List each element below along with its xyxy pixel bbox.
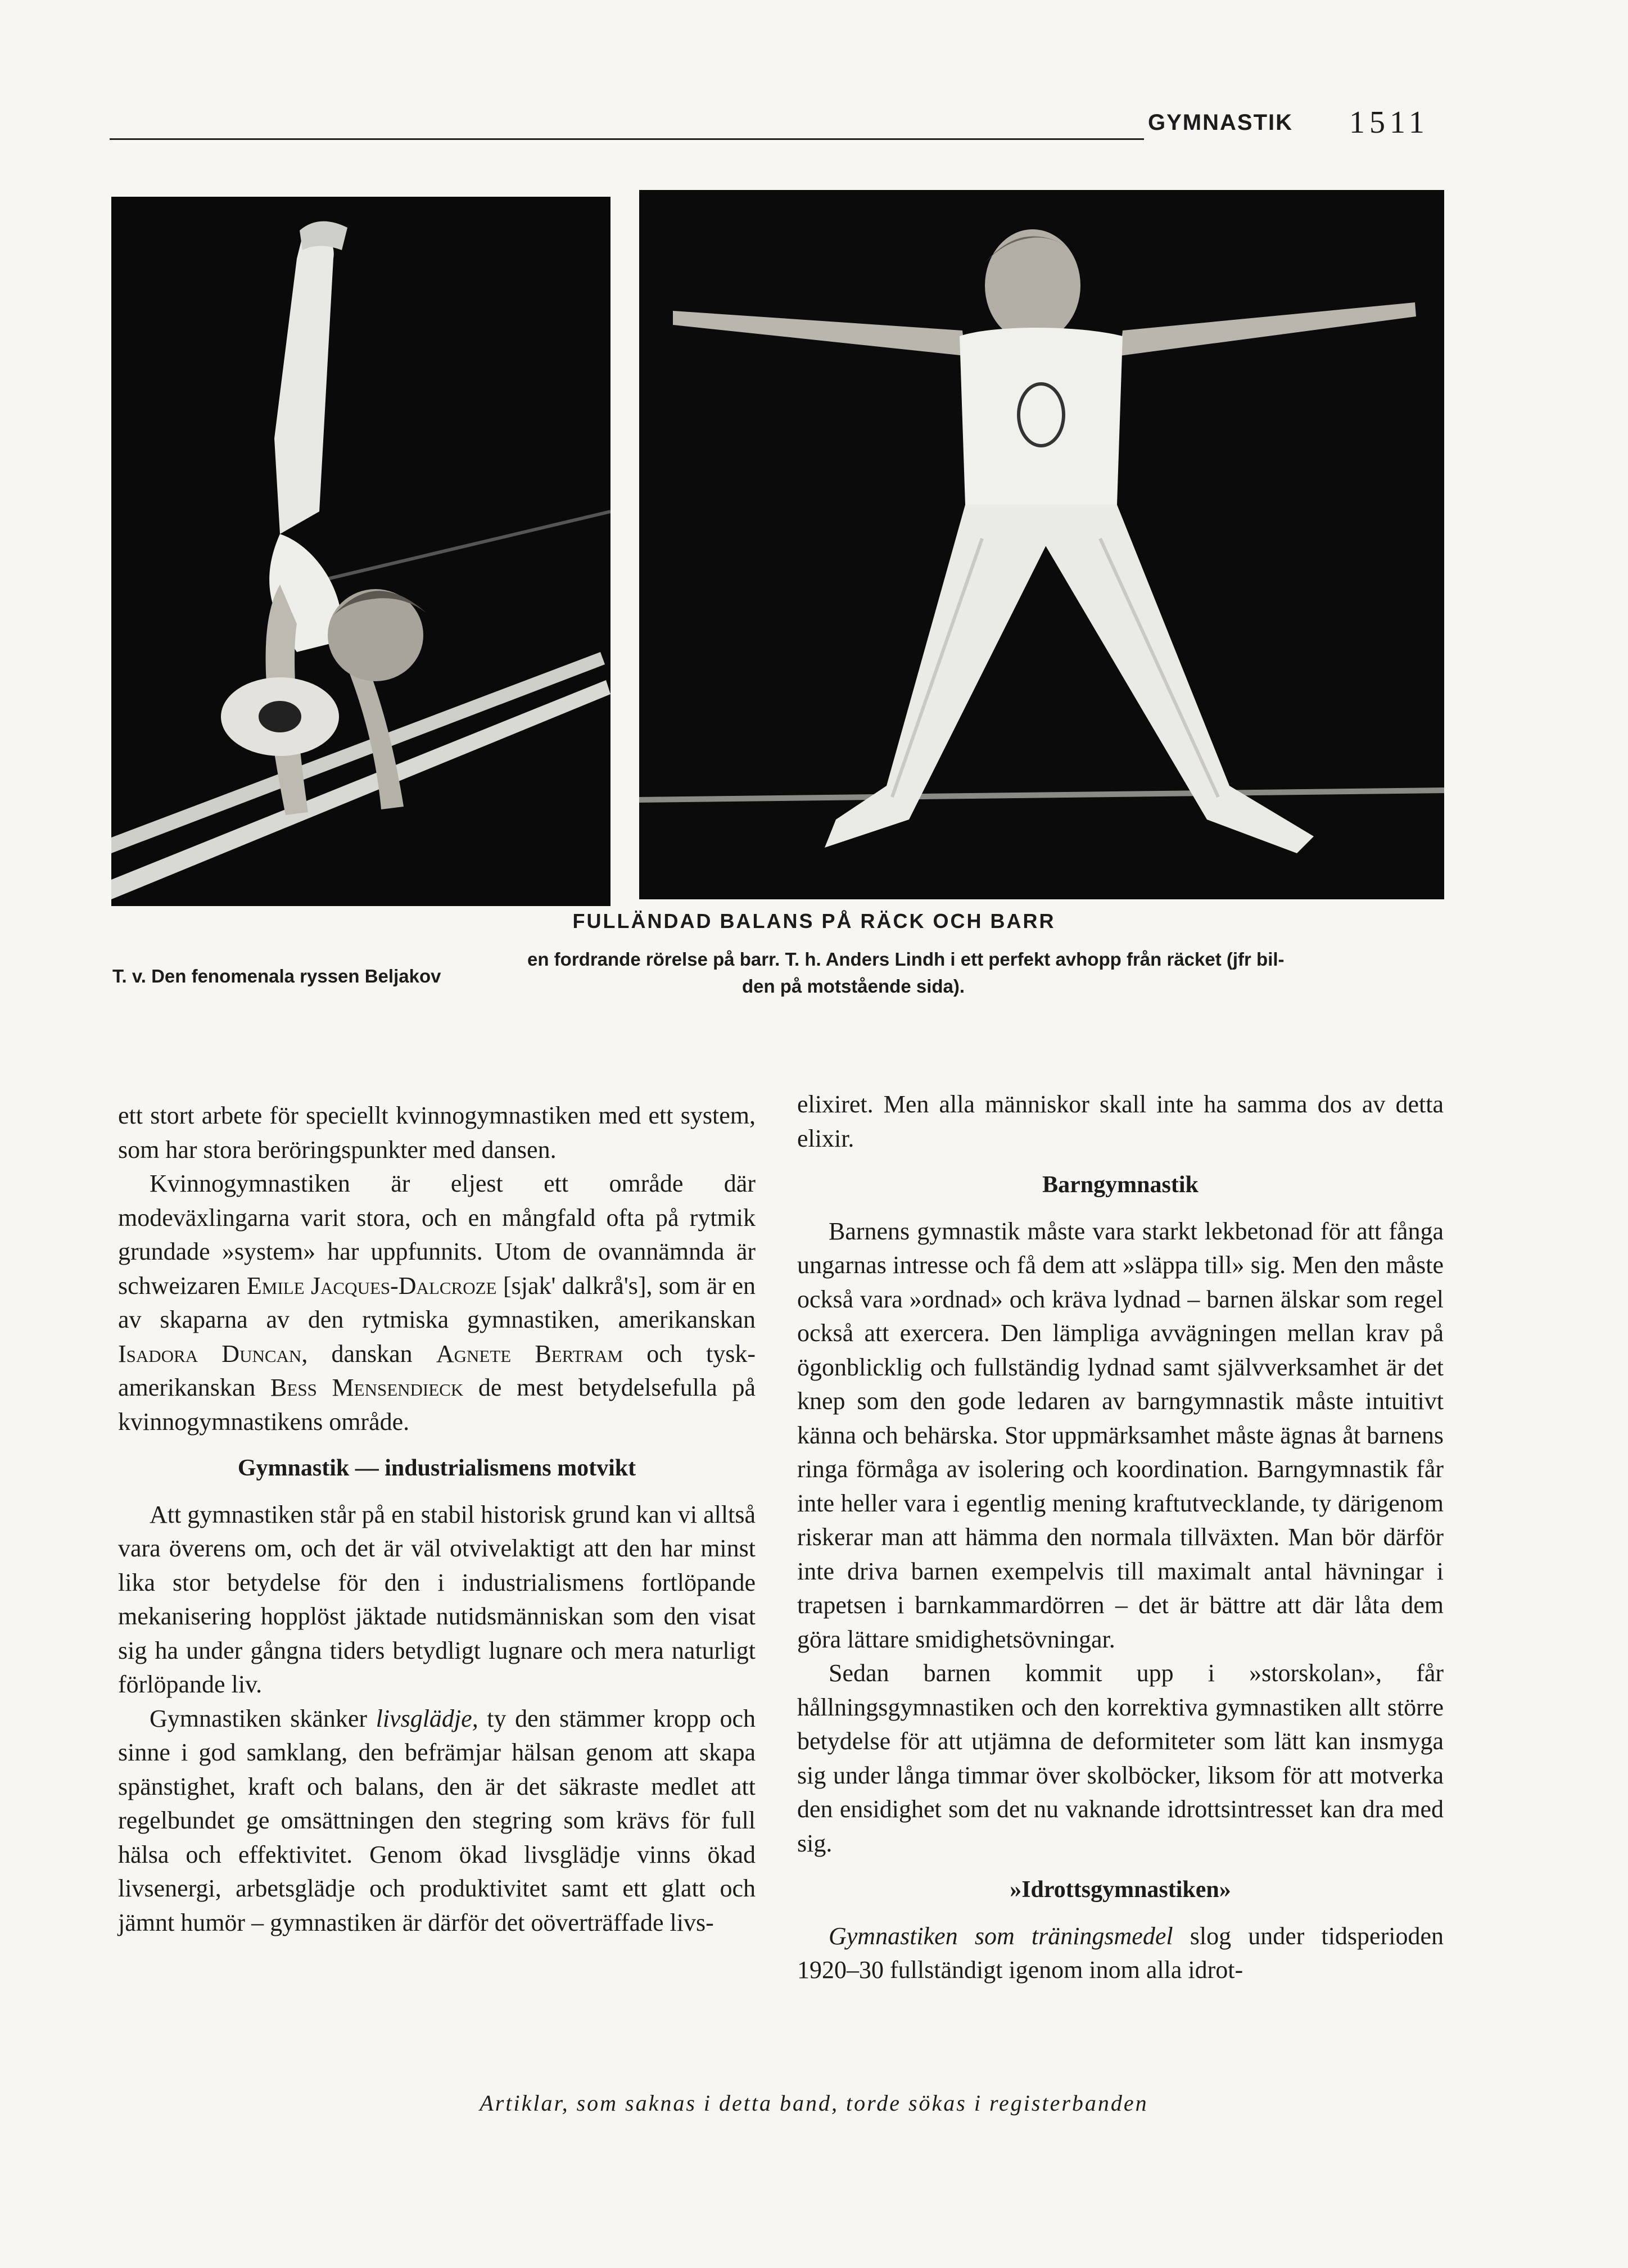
- section-heading-idrottsgymnastiken: »Idrottsgymnastiken»: [1010, 1877, 1231, 1903]
- right-paragraph-4: Gymnastiken som träningsmedel slog under tidsperioden 1920–30 fullständigt igenom inom alla idrot-: [797, 1922, 1444, 1984]
- name-duncan: Isadora Duncan: [118, 1339, 302, 1368]
- photo-beljakov-parallel-bars: [111, 197, 610, 906]
- caption-line1-right: en fordrande rörelse på barr. T. h. Anders Lindh i ett perfekt avhopp från räcket (jfr bil-: [527, 949, 1285, 970]
- right-paragraph-2: Barnens gymnastik måste vara starkt lekbetonad för att fånga ungarnas intresse och få dem att »släppa till» sig. Men den måste också vara »ordnad» och kräva lydnad – barnen älskar som regel också att exercera. Den lämpliga avvägningen mellan krav på ögonblicklig och fullständig lydnad samt självverksamhet är det knep som den gode ledaren av barngymnastik måste intuitivt känna och behärska. Stor uppmärksamhet måste ägnas åt barnens ringa förmåga av isolering och koordination. Barngymnastik får inte heller vara i egentlig mening kraftutvecklande, ty därigenom riskerar man att hämma den normala tillväxten. Man bör därför inte driva barnen exempelvis till maximalt antal hävningar i trapetsen i barnkammardörren – det är bättre att där låta dem göra lättare smidighetsövningar.: [797, 1217, 1444, 1653]
- caption-line1-left: T. v. Den fenomenala ryssen Beljakov: [112, 966, 441, 986]
- right-paragraph-3: Sedan barnen kommit upp i »storskolan», får hållningsgymnastiken och den korrektiva gymnastiken allt större betydelse för att utjämna de deformiteter som lätt kan insmyga sig under långa timmar över skolböcker, liksom för att motverka den ensidighet som det nu vaknande idrottsintresset kan dra med sig.: [797, 1659, 1444, 1857]
- right-paragraph-1: elixiret. Men alla människor skall inte ha samma dos av detta elixir.: [797, 1090, 1444, 1152]
- photo-lindh-dismount: [639, 190, 1444, 899]
- name-bertram: Agnete Bertram: [436, 1339, 623, 1368]
- left-paragraph-2: Kvinnogymnastiken är eljest ett område där modeväxlingarna varit stora, och en mångfald ofta på rytmik grundade »system» har uppfunnits. Utom de ovannämnda är schweizaren Emile Jacques-Dalcroze [sjak' dalkrå's], som är en av skaparna av den rytmiska gymnastiken, amerikanskan Isadora Duncan, danskan Agnete Bertram och tysk-amerikanskan Bess Mensendieck de mest betydelsefulla på kvinnogymnastikens område.: [118, 1170, 756, 1436]
- emphasis-traningsmedel: Gymnastiken som träningsmedel: [829, 1922, 1173, 1950]
- footer-note: Artiklar, som saknas i detta band, torde sökas i registerbanden: [480, 2090, 1148, 2116]
- name-mensendieck: Bess Mensendieck: [270, 1374, 464, 1401]
- left-paragraph-3: Att gymnastiken står på en stabil historisk grund kan vi alltså vara överens om, och det är väl otvivelaktigt att den har minst lika stor betydelse för den i industrialismens fortlöpande mekanisering hopplöst jäktade nutidsmänniskan som den visat sig ha under gångna tiders betydligt lugnare och mera naturligt förlöpande liv.: [118, 1500, 756, 1698]
- name-dalcroze: Emile Jacques-Dalcroze: [246, 1271, 497, 1300]
- caption-line2: den på motstående sida).: [741, 976, 965, 997]
- section-heading-barngymnastik: Barngymnastik: [1042, 1172, 1199, 1198]
- left-column: [118, 1099, 756, 1940]
- page-number: 1511: [1349, 105, 1429, 140]
- caption-title: FULLÄNDAD BALANS PÅ RÄCK OCH BARR: [572, 909, 1056, 932]
- running-title: GYMNASTIK: [1148, 110, 1293, 135]
- left-paragraph-1: ett stort arbete för speciellt kvinnogymnastiken med ett system, som har stora beröringspunkter med dansen.: [118, 1102, 756, 1164]
- section-heading-industrialism: Gymnastik — industrialismens motvikt: [237, 1455, 636, 1481]
- header-rule: [110, 138, 1144, 140]
- emphasis-livsgladje: livsglädje,: [376, 1704, 478, 1732]
- right-column: [797, 1088, 1444, 1988]
- left-paragraph-4: Gymnastiken skänker livsglädje, ty den stämmer kropp och sinne i god samklang, den befrämjar hälsan genom att skapa spänstighet, kraft och balans, den är det säkraste medlet att regelbundet ge omsättningen den stegring som krävs för full hälsa och effektivitet. Genom ökad livsglädje vinns ökad livsenergi, arbetsglädje och produktivitet samt ett glatt och jämnt humör – gymnastiken är därför det oöverträffade livs-: [118, 1704, 756, 1936]
